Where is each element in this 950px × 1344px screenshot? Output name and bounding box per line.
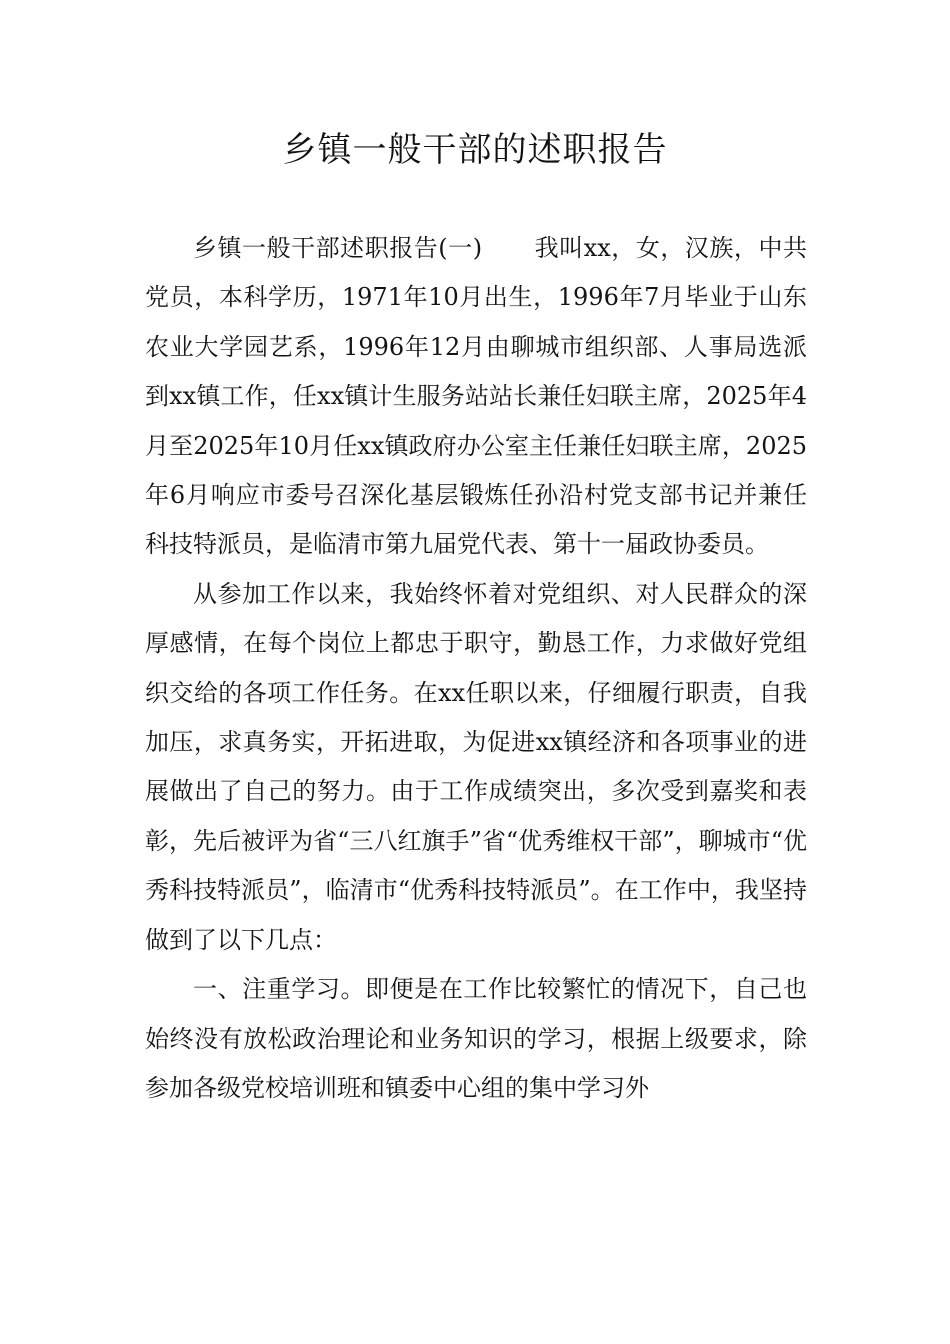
document-title: 乡镇一般干部的述职报告 [282,130,668,170]
document-body [145,224,807,1113]
paragraph-3: 一、注重学习。即便是在工作比较繁忙的情况下，自己也始终没有放松政治理论和业务知识的学习，根据上级要求，除参加各级党校培训班和镇委中心组的集中学习外 [145,975,807,1102]
paragraph-1-text: 我叫xx，女，汉族，中共党员，本科学历，1971年10月出生，1996年7月毕业于山东农业大学园艺系，1996年12月由聊城市组织部、人事局选派到xx镇工作，任xx镇计生服务站站长兼任妇联主席，2025年4月至2025年10月任xx镇政府办公室主任兼任妇联主席，2025年6月响应市委号召深化基层锻炼任孙沿村党支部书记并兼任科技特派员，是临清市第九届党代表、第十一届政协委员。 [145,234,807,559]
section-heading: 乡镇一般干部述职报告(一) [193,234,483,262]
paragraph-intro [145,224,807,570]
paragraph-2: 从参加工作以来，我始终怀着对党组织、对人民群众的深厚感情，在每个岗位上都忠于职守，勤恳工作，力求做好党组织交给的各项工作任务。在xx任职以来，仔细履行职责，自我加压，求真务实，开拓进取，为促进xx镇经济和各项事业的进展做出了自己的努力。由于工作成绩突出，多次受到嘉奖和表彰，先后被评为省“三八红旗手”省“优秀维权干部”，聊城市“优秀科技特派员”，临清市“优秀科技特派员”。在工作中，我坚持做到了以下几点： [145,579,807,954]
